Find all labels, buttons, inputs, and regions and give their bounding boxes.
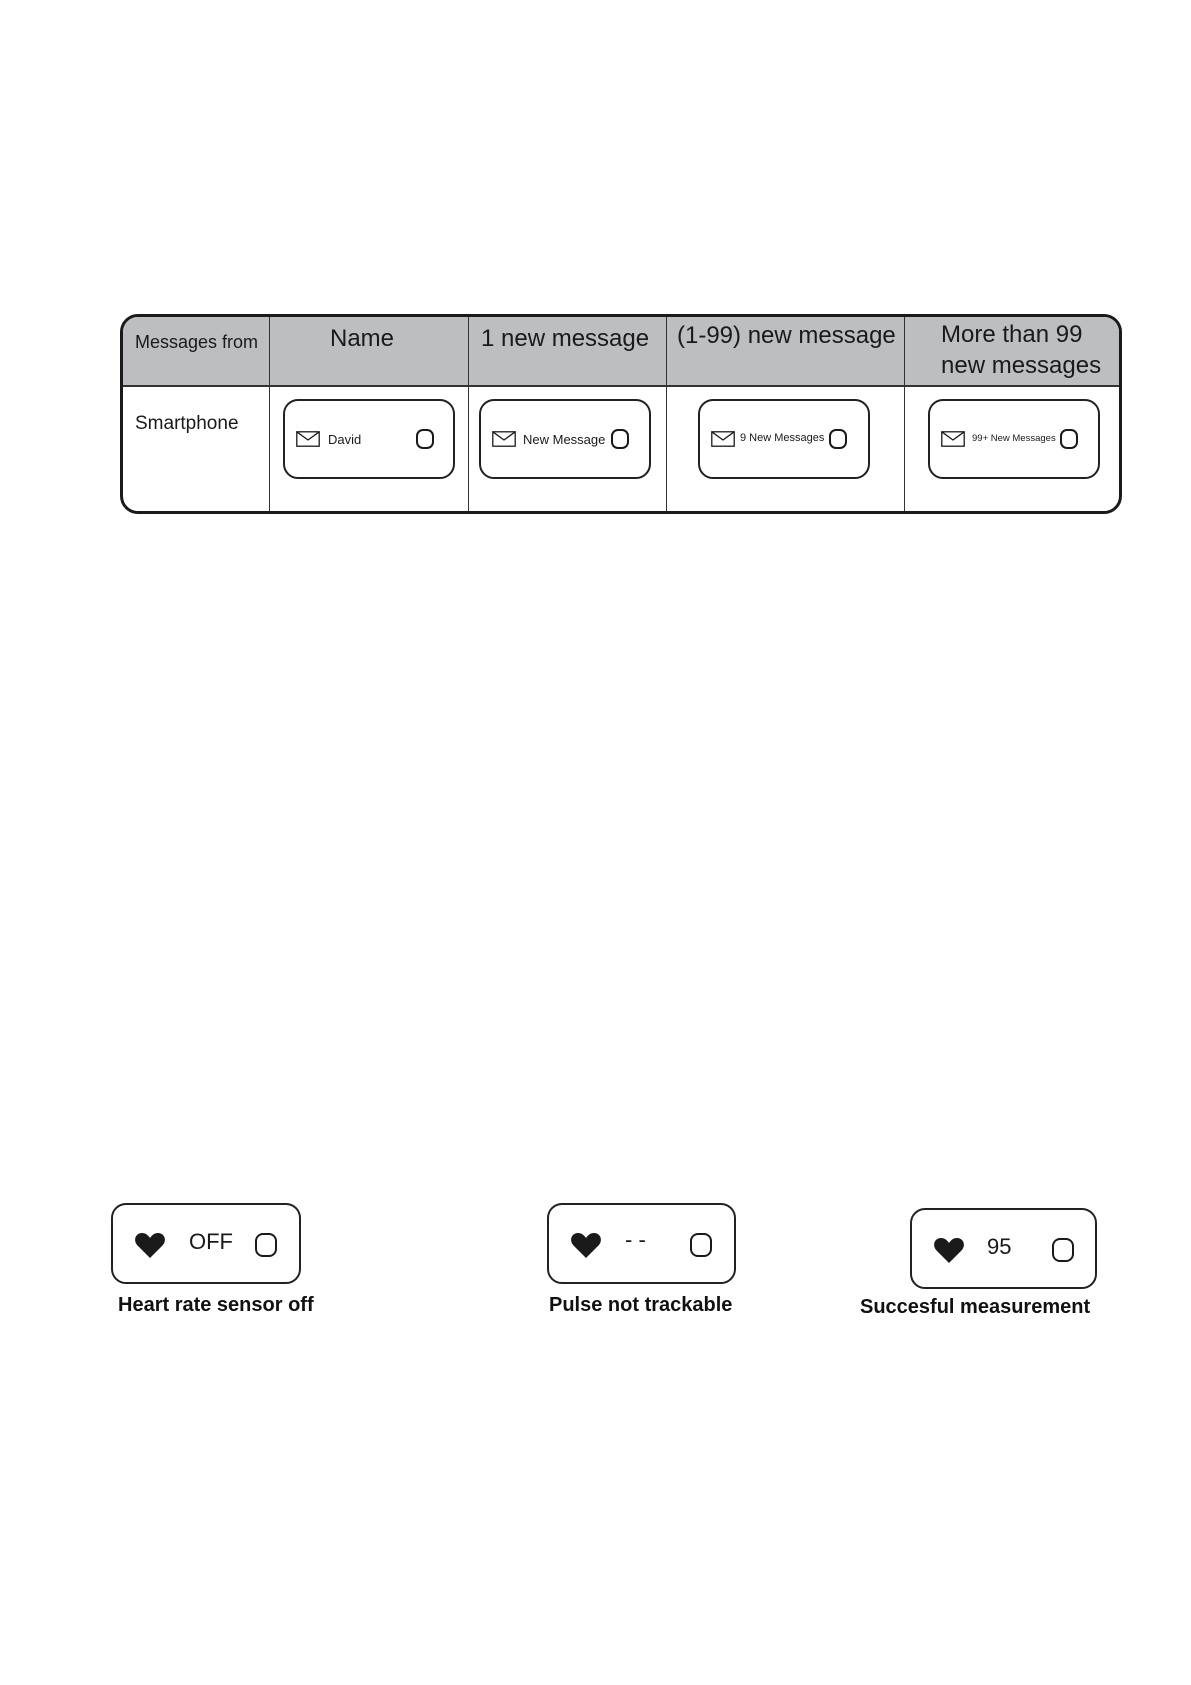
cell-name-display xyxy=(270,387,469,511)
envelope-icon xyxy=(492,431,516,447)
band-display-range-new xyxy=(698,399,870,479)
heart-value-successful: 95 xyxy=(987,1234,1012,1259)
row-label-smartphone: Smartphone xyxy=(135,413,239,434)
header-name-text: Name xyxy=(330,325,395,352)
heart-icon xyxy=(134,1231,166,1259)
heart-icon xyxy=(933,1236,965,1264)
heart-value-not-trackable: - - xyxy=(625,1227,646,1252)
header-messages-from xyxy=(123,317,270,387)
band-display-name xyxy=(283,399,455,479)
display-text-name: David xyxy=(328,432,362,447)
header-more-than-99-line1: More than 99 xyxy=(941,321,1083,348)
display-text-more-than-99: 99+ New Messages xyxy=(972,433,1056,444)
band-button xyxy=(611,429,629,449)
header-more-than-99-line2: new messages xyxy=(941,352,1102,379)
band-button xyxy=(1060,429,1078,449)
envelope-icon xyxy=(941,431,965,447)
band-button xyxy=(416,429,434,449)
cell-range-new-display xyxy=(667,387,905,511)
display-text-one-new: New Message xyxy=(523,432,606,447)
display-text-range-new: 9 New Messages xyxy=(740,432,825,444)
band-display-one-new xyxy=(479,399,651,479)
band-display-more-than-99 xyxy=(928,399,1100,479)
band-button xyxy=(255,1233,277,1257)
band-button xyxy=(1052,1238,1074,1262)
header-more-than-99 xyxy=(905,317,1119,387)
header-messages-from-text: Messages from xyxy=(135,332,259,352)
band-button xyxy=(829,429,847,449)
header-range-new-message-text: (1-99) new message xyxy=(677,322,896,349)
envelope-icon xyxy=(711,431,735,447)
header-range-new-message xyxy=(667,317,905,387)
caption-not-trackable: Pulse not trackable xyxy=(549,1294,733,1316)
header-one-new-message xyxy=(469,317,667,387)
heart-value-off: OFF xyxy=(189,1229,233,1254)
band-button xyxy=(690,1233,712,1257)
envelope-icon xyxy=(296,431,320,447)
cell-more-than-99-display xyxy=(905,387,1119,511)
heart-band-successful xyxy=(910,1208,1097,1289)
caption-sensor-off: Heart rate sensor off xyxy=(118,1294,314,1316)
row-label-cell xyxy=(123,387,270,511)
heart-band-sensor-off xyxy=(111,1203,301,1284)
cell-one-new-display xyxy=(469,387,667,511)
heart-band-not-trackable xyxy=(547,1203,736,1284)
message-notification-table xyxy=(120,314,1122,514)
header-name xyxy=(270,317,469,387)
header-one-new-message-text: 1 new message xyxy=(481,325,650,352)
caption-successful: Succesful measurement xyxy=(860,1296,1091,1318)
heart-icon xyxy=(570,1231,602,1259)
